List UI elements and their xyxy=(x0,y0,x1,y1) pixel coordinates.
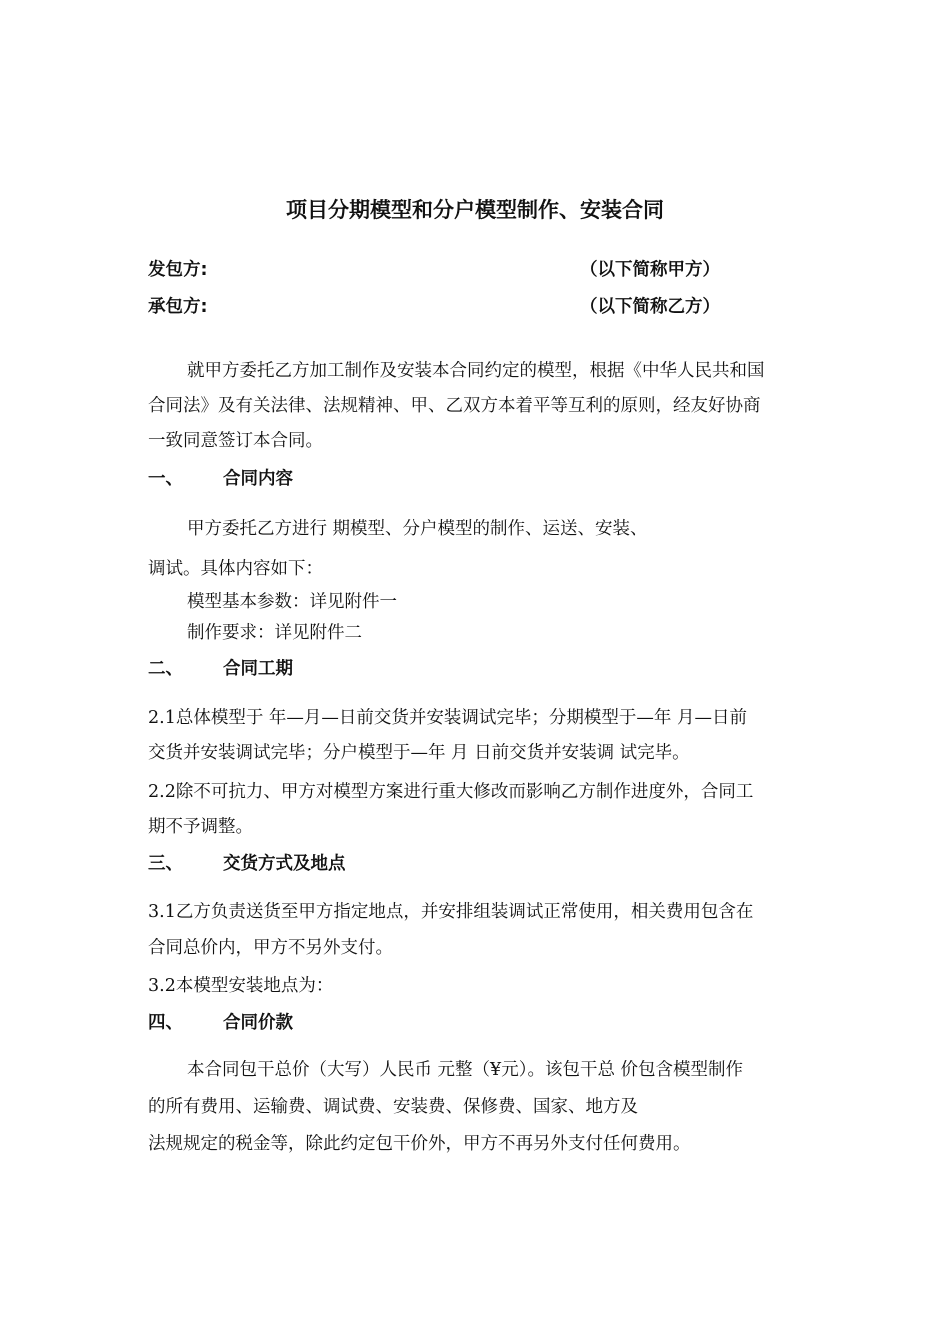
section-heading xyxy=(148,661,293,679)
section-title: 合同工期 xyxy=(223,659,293,679)
section-number: 三、 xyxy=(148,854,183,874)
contractor-note: （以下简称乙方） xyxy=(580,297,720,317)
issuer-note: （以下简称甲方） xyxy=(580,260,720,280)
section-number: 一、 xyxy=(148,469,183,489)
body-line: 3.1乙方负责送货至甲方指定地点，并安排组装调试正常使用，相关费用包含在 xyxy=(148,902,754,922)
document-title: 项目分期模型和分户模型制作、安装合同 xyxy=(286,198,664,222)
body-line: 模型基本参数：详见附件一 xyxy=(187,592,397,612)
intro-line: 合同法》及有关法律、法规精神、甲、乙双方本着平等互利的原则，经友好协商 xyxy=(148,396,761,416)
issuer-label: 发包方: xyxy=(148,260,208,280)
section-heading xyxy=(148,1015,293,1033)
body-line: 期不予调整。 xyxy=(148,817,253,837)
section-heading xyxy=(148,471,293,489)
intro-line: 一致同意签订本合同。 xyxy=(148,431,323,451)
body-line: 2.1总体模型于 年—月—日前交货并安装调试完毕；分期模型于—年 月—日前 xyxy=(148,708,747,728)
body-line: 的所有费用、运输费、调试费、安装费、保修费、国家、地方及 xyxy=(148,1097,638,1117)
body-line: 交货并安装调试完毕；分户模型于—年 月 日前交货并安装调 试完毕。 xyxy=(148,743,690,763)
section-heading xyxy=(148,856,346,874)
intro-line: 就甲方委托乙方加工制作及安装本合同约定的模型，根据《中华人民共和国 xyxy=(187,361,765,381)
section-number: 四、 xyxy=(148,1013,183,1033)
section-title: 合同价款 xyxy=(223,1013,293,1033)
body-line: 合同总价内，甲方不另外支付。 xyxy=(148,938,393,958)
body-line: 本合同包干总价（大写）人民币 元整（¥元）。该包干总 价包含模型制作 xyxy=(187,1060,744,1080)
body-line: 调试。具体内容如下： xyxy=(148,559,323,579)
section-title: 交货方式及地点 xyxy=(223,854,346,874)
body-line: 甲方委托乙方进行 期模型、分户模型的制作、运送、安装、 xyxy=(187,519,648,539)
contractor-label: 承包方: xyxy=(148,297,208,317)
body-line: 制作要求：详见附件二 xyxy=(187,623,362,643)
body-line: 2.2除不可抗力、甲方对模型方案进行重大修改而影响乙方制作进度外，合同工 xyxy=(148,782,754,802)
section-number: 二、 xyxy=(148,659,183,679)
body-line: 3.2本模型安装地点为： xyxy=(148,976,334,996)
section-title: 合同内容 xyxy=(223,469,293,489)
body-line: 法规规定的税金等，除此约定包干价外，甲方不再另外支付任何费用。 xyxy=(148,1134,691,1154)
